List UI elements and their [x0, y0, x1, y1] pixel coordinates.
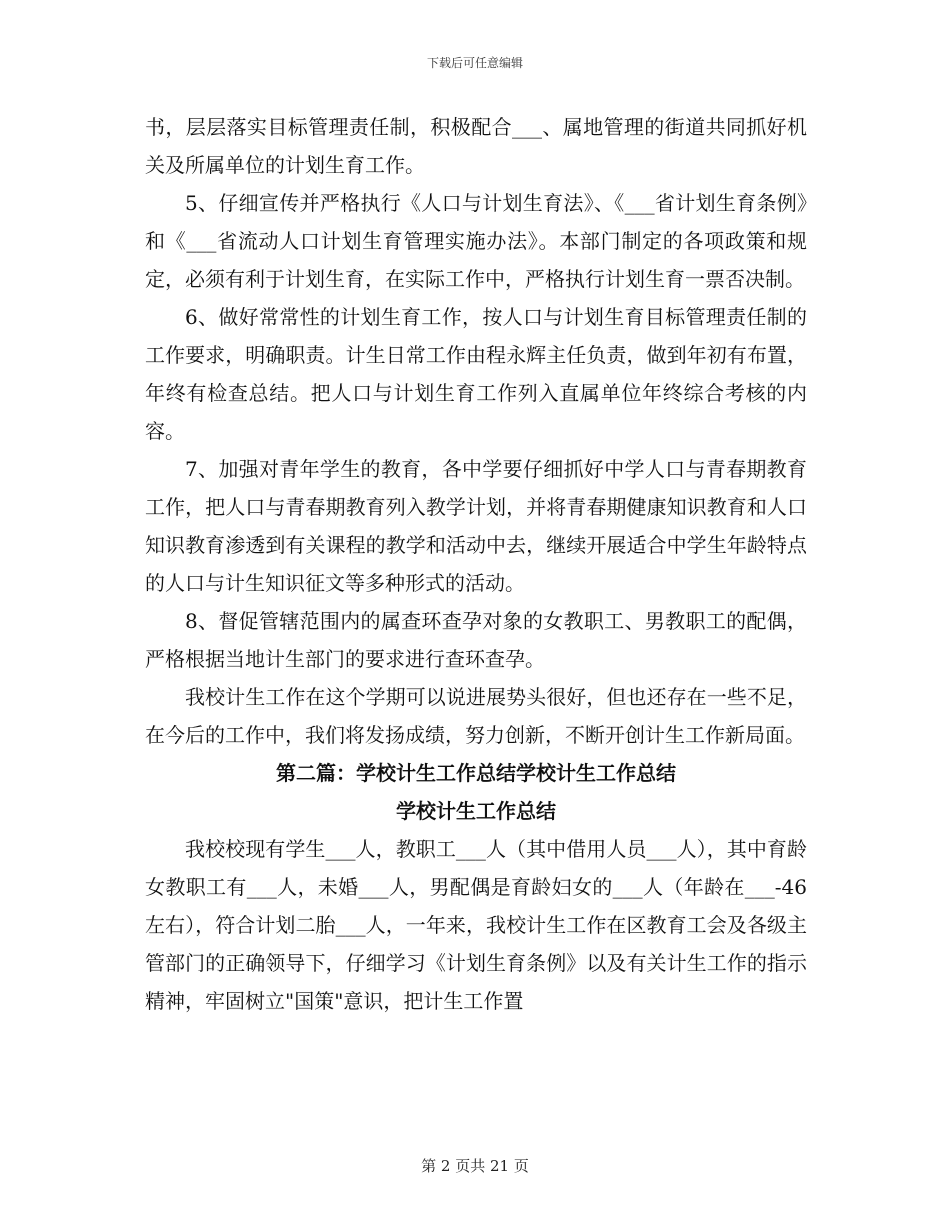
paragraph-item-6: 6、做好常常性的计划生育工作，按人口与计划生育目标管理责任制的工作要求，明确职责。计生日常工作由程永辉主任负责，做到年初有布置，年终有检查总结。把人口与计划生育工作列入直属单位年终综合考核的内容。 — [145, 305, 807, 443]
paragraph-item-7: 7、加强对青年学生的教育，各中学要仔细抓好中学人口与青春期教育工作，把人口与青春期教育列入教学计划，并将青春期健康知识教育和人口知识教育渗透到有关课程的教学和活动中去，继续开展适合中学生年龄特点的人口与计生知识征文等多种形式的活动。 — [145, 457, 807, 595]
paragraph-item-5: 5、仔细宣传并严格执行《人口与计划生育法》、《___省计划生育条例》和《___省流动人口计划生育管理实施办法》。本部门制定的各项政策和规定，必须有利于计划生育，在实际工作中，严格执行计划生育一票否决制。 — [145, 191, 807, 291]
paragraph-continuation: 书，层层落实目标管理责任制，积极配合___、属地管理的街道共同抓好机关及所属单位的计划生育工作。 — [145, 115, 807, 177]
page-header: 下载后可任意编辑 — [426, 56, 523, 70]
document-body — [145, 108, 807, 1020]
paragraph-item-8: 8、督促管辖范围内的属查环查孕对象的女教职工、男教职工的配偶，严格根据当地计生部门的要求进行查环查孕。 — [145, 609, 807, 671]
section-heading: 第二篇：学校计生工作总结学校计生工作总结 — [276, 761, 676, 785]
paragraph-conclusion: 我校计生工作在这个学期可以说进展势头很好，但也还存在一些不足，在今后的工作中，我们将发扬成绩，努力创新，不断开创计生工作新局面。 — [145, 685, 807, 747]
section-subheading: 学校计生工作总结 — [396, 799, 556, 823]
paragraph-intro: 我校校现有学生___人，教职工___人（其中借用人员___人），其中育龄女教职工有___人，未婚___人，男配偶是育龄妇女的___人（年龄在___-46左右），符合计划二胎___人，一年来，我校计生工作在区教育工会及各级主管部门的正确领导下，仔细学习《计划生育条例》以及有关计生工作的指示精神，牢固树立"国策"意识，把计生工作置 — [145, 837, 807, 1013]
page-footer: 第 2 页共 21 页 — [421, 1157, 529, 1175]
